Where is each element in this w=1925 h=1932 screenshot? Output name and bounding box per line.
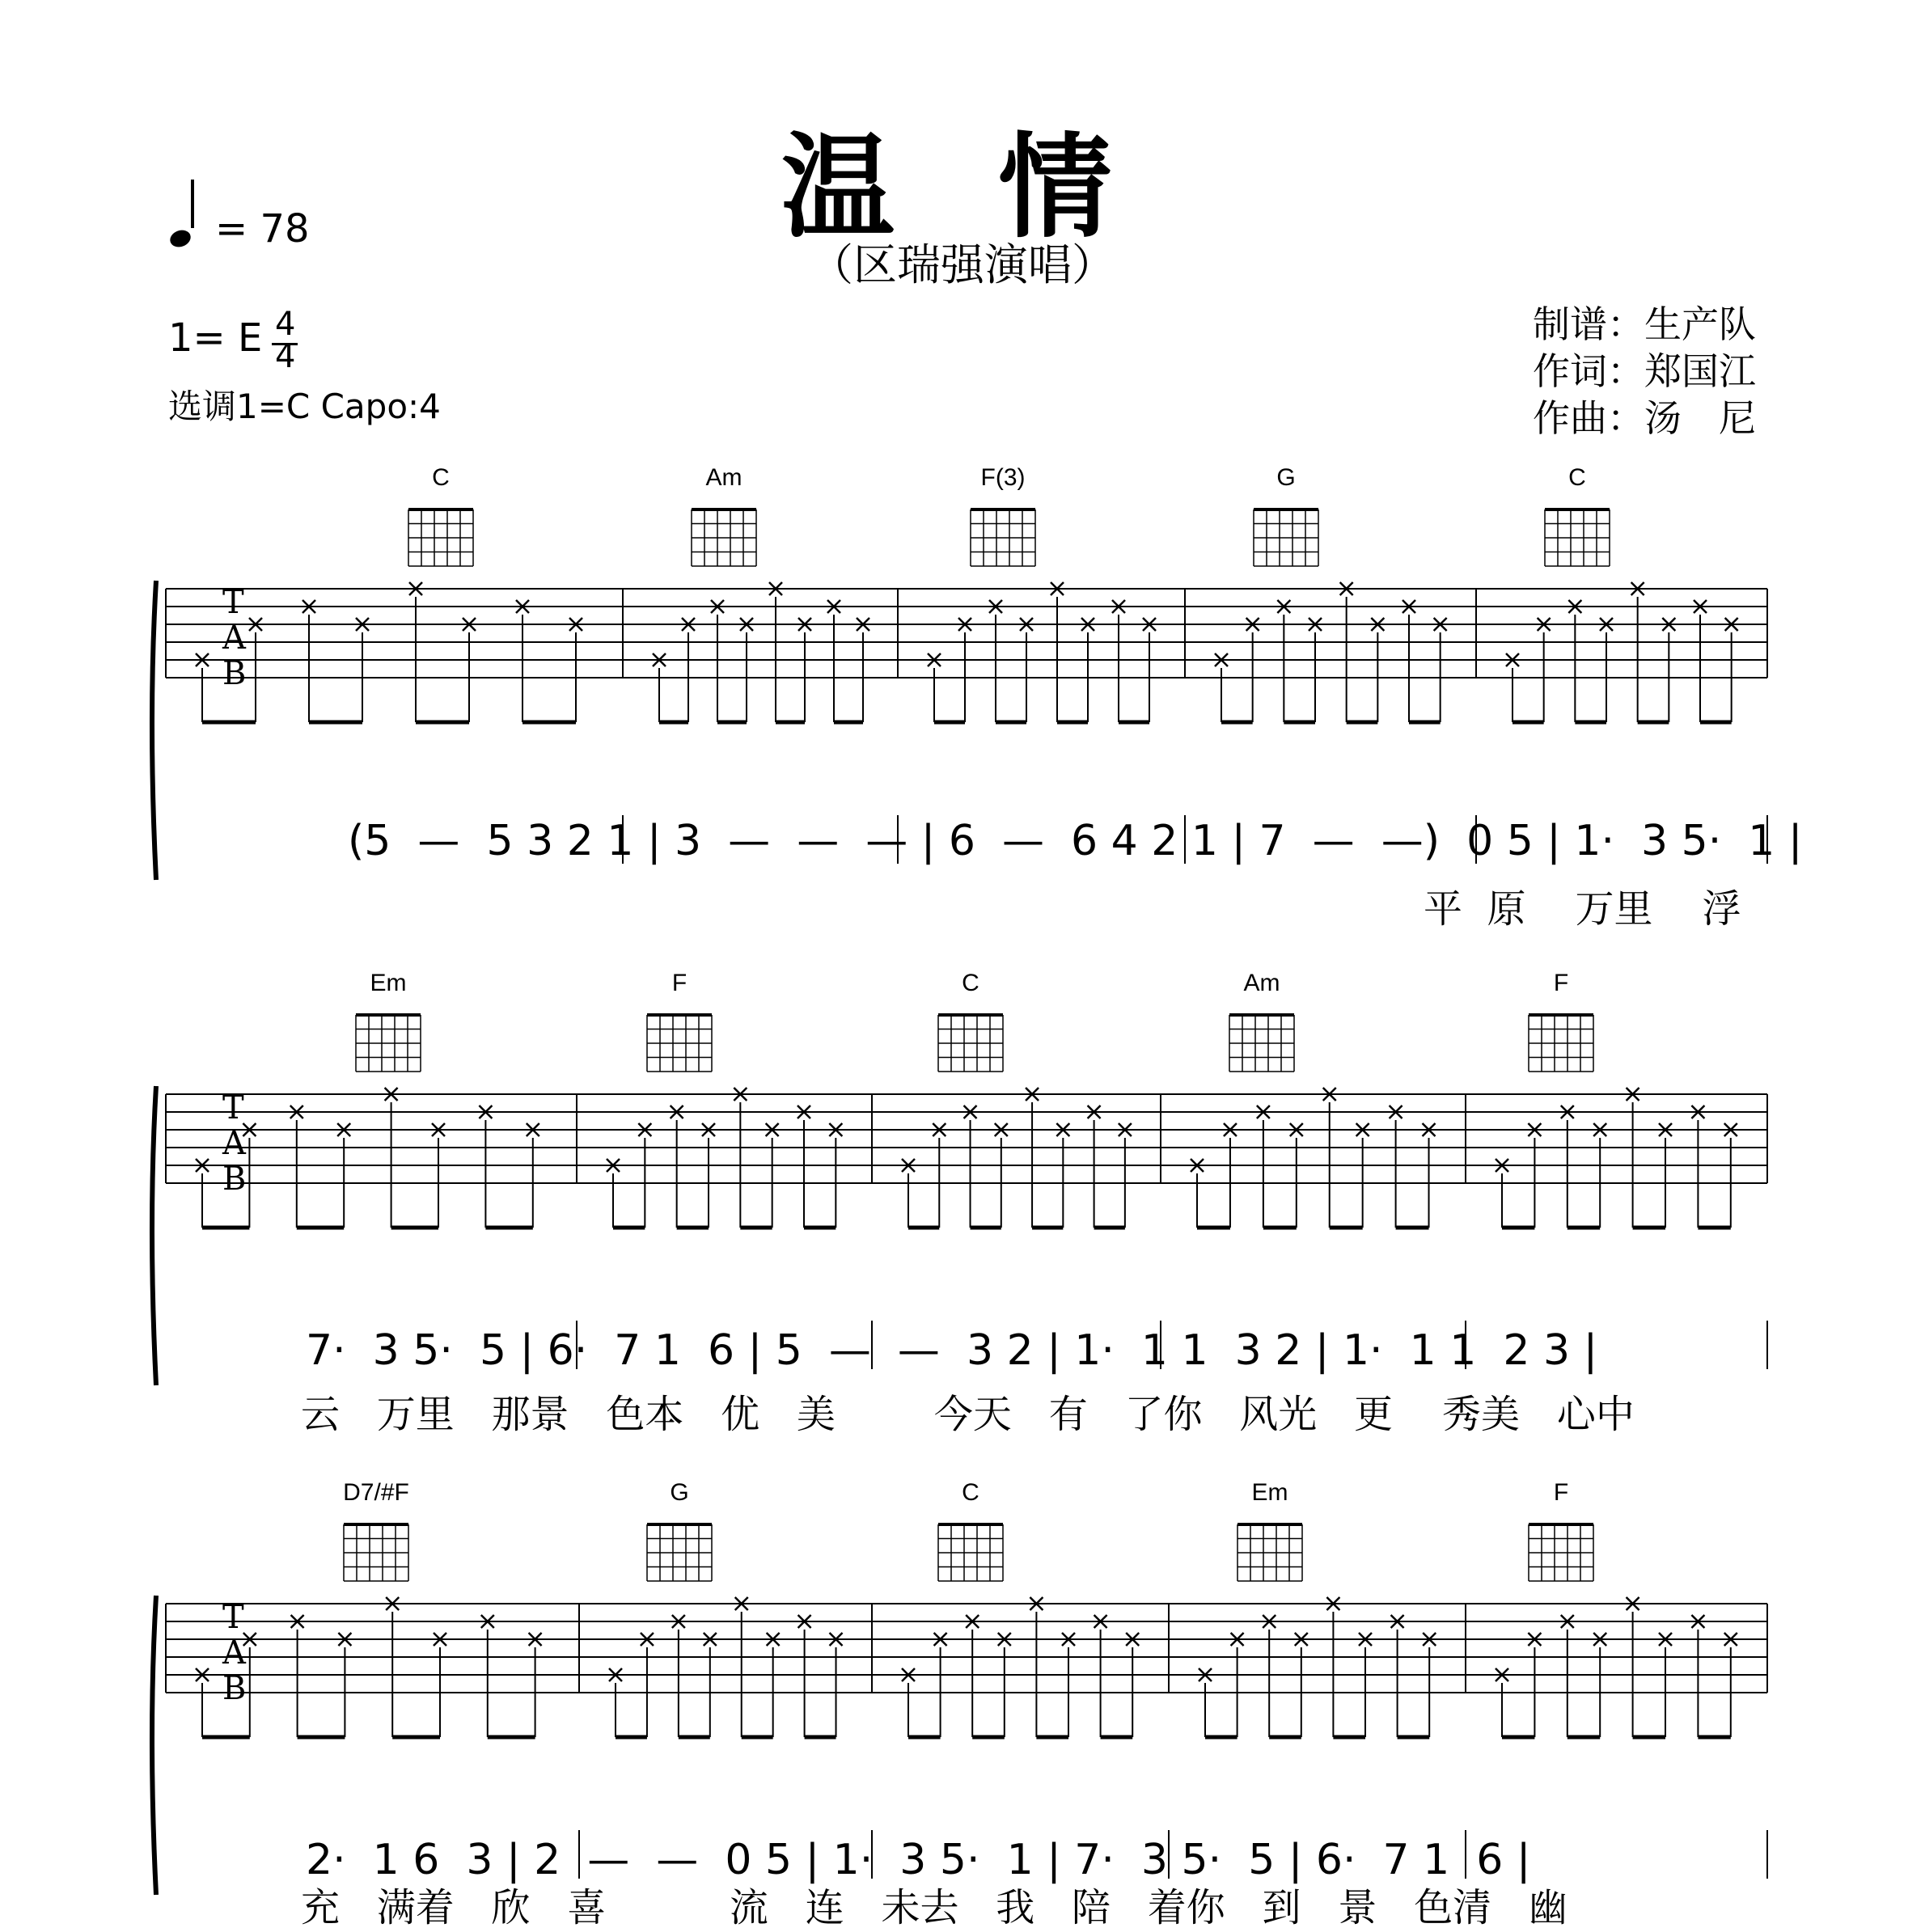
song-title: 温 情 <box>781 122 1144 254</box>
tab-label-letter: A <box>222 1125 246 1162</box>
chord-name: G <box>670 1479 689 1506</box>
chord-name: C <box>1568 464 1586 491</box>
tempo-value: = 78 <box>215 206 310 252</box>
chord-name: F <box>1553 970 1569 996</box>
chord-name: Em <box>370 970 407 996</box>
chord-name: F <box>1553 1479 1569 1506</box>
chord-name: C <box>432 464 450 491</box>
chord-name: Am <box>1243 970 1280 996</box>
song-subtitle: （区瑞强演唱） <box>810 239 1115 290</box>
credit-transcriber: 制谱：生产队 <box>1533 302 1756 346</box>
system-1-jianpu: (5 — 5 3 2 1 | 3 — — — | 6 — 6 4 2 1 | 7 — —) 0 5 | 1· 3 5· 1 | <box>348 817 1803 865</box>
credit-composer: 作曲：汤 尼 <box>1533 396 1756 440</box>
system-1-brace <box>152 581 156 880</box>
credit-lyricist: 作词：郑国江 <box>1533 349 1756 393</box>
system-2-brace <box>152 1086 156 1385</box>
chord-name: Em <box>1251 1479 1288 1506</box>
key-signature: 1= E <box>168 315 263 361</box>
time-signature-bottom: 4 <box>275 338 296 375</box>
chord-name: C <box>962 970 979 996</box>
tab-label-letter: B <box>222 655 247 692</box>
system-3-lyrics: 充 满着 欣 喜 流 连 未去 我 陪 着你 到 景 色清 幽 <box>301 1885 1568 1930</box>
chord-name: G <box>1276 464 1296 491</box>
system-3-jianpu: 2· 1 6 3 | 2 — — 0 5 | 1· 3 5· 1 | 7· 3 5· 5 | 6· 7 1 6 | <box>306 1836 1531 1884</box>
tab-label-letter: T <box>222 1089 244 1127</box>
system-1-lyrics: 平 原 万里 浮 <box>1424 886 1741 932</box>
tab-label-letter: T <box>222 1599 244 1636</box>
chord-name: C <box>962 1479 979 1506</box>
chord-name: Am <box>705 464 742 491</box>
tab-label-letter: A <box>222 1634 246 1672</box>
chord-name: D7/#F <box>343 1479 409 1506</box>
tab-label-letter: B <box>222 1670 247 1707</box>
tab-label-letter: B <box>222 1160 247 1198</box>
system-3-brace <box>152 1596 156 1895</box>
chord-name: F <box>671 970 688 996</box>
time-signature-top: 4 <box>275 306 296 343</box>
system-2-jianpu: 7· 3 5· 5 | 6· 7 1 6 | 5 — — 3 2 | 1· 1 1 3 2 | 1· 1 1 2 3 | <box>306 1326 1598 1375</box>
system-2-lyrics: 云 万里 那景 色本 优 美 今天 有 了你 风光 更 秀美 心中 <box>301 1392 1635 1437</box>
chord-name: F(3) <box>980 464 1026 491</box>
tab-label-letter: A <box>222 619 246 657</box>
tab-label-letter: T <box>222 584 244 621</box>
capo-info: 选调1=C Capo:4 <box>168 387 441 426</box>
